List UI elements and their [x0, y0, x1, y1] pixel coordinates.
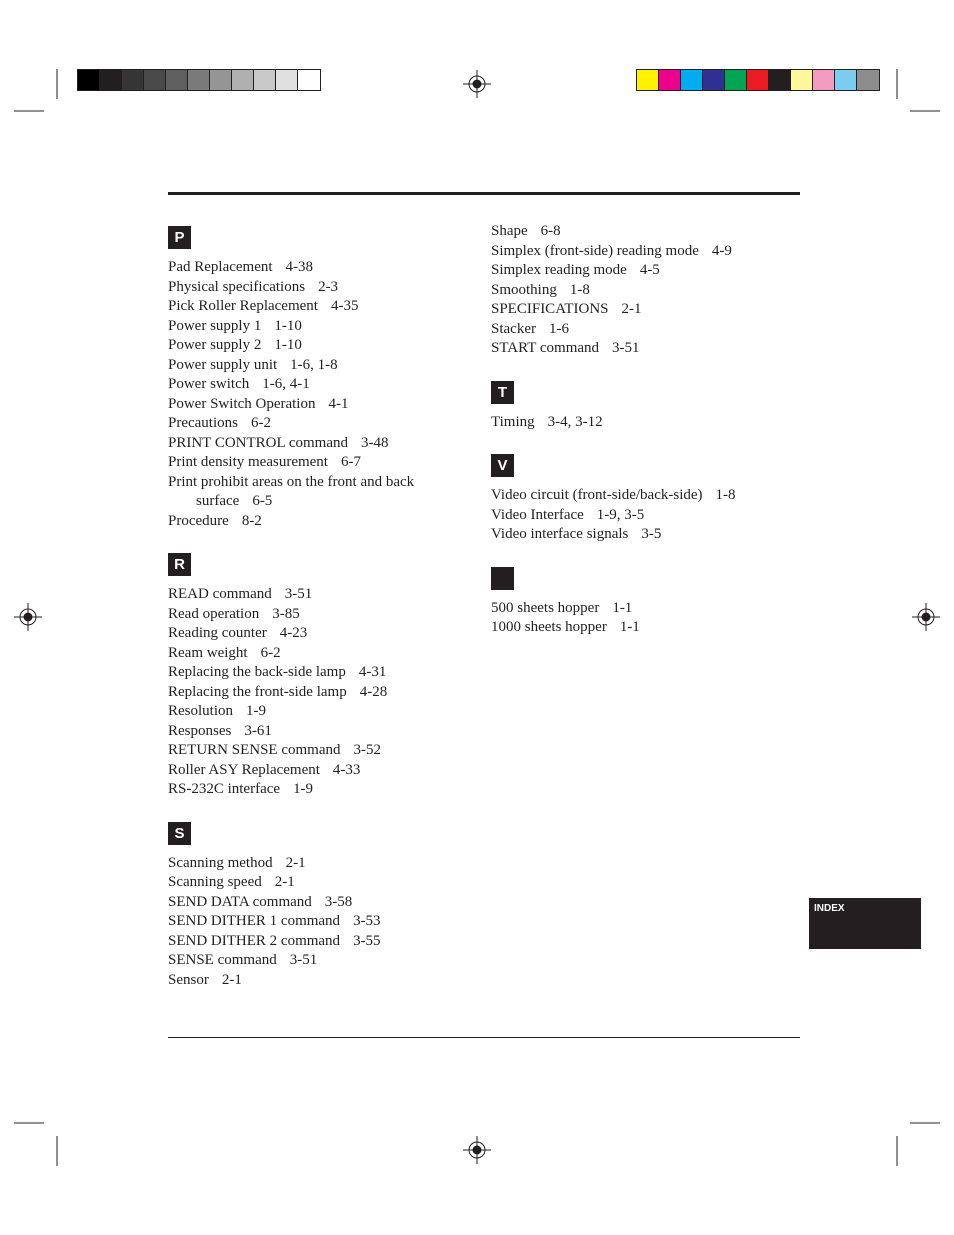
color-swatch	[835, 70, 857, 90]
index-entry	[168, 663, 458, 683]
index-entry	[168, 297, 458, 317]
color-swatch	[144, 70, 166, 90]
section-letter-badge: V	[491, 454, 514, 477]
index-term: 500 sheets hopper	[491, 599, 600, 616]
index-term: Power supply 1	[168, 317, 262, 334]
index-page-ref: 3-52	[353, 742, 381, 758]
index-entry	[168, 702, 458, 722]
index-page-ref: 1-1	[612, 599, 633, 616]
index-term: Physical specifications	[168, 278, 306, 295]
index-term: Precautions	[168, 415, 238, 431]
index-page-ref: 1-8	[715, 487, 736, 503]
index-page-ref: 1-1	[619, 619, 640, 635]
index-page-ref: 4-31	[358, 664, 387, 680]
index-page-ref: 3-5	[641, 526, 662, 542]
index-term: Roller ASY Replacement	[168, 761, 320, 778]
index-entry	[168, 395, 458, 415]
index-side-tab	[809, 898, 921, 949]
index-term: RS-232C interface	[168, 781, 281, 797]
index-term: Video Interface	[491, 506, 584, 523]
index-page-ref: 4-23	[279, 625, 308, 641]
index-page-ref: 6-5	[252, 493, 273, 509]
index-entry	[168, 854, 458, 874]
index-entry	[491, 506, 781, 526]
index-tab-label: INDEX	[814, 903, 845, 914]
index-entry	[168, 453, 458, 473]
index-entry	[491, 618, 781, 638]
index-term: Pick Roller Replacement	[168, 298, 318, 314]
color-swatch	[298, 70, 320, 90]
index-term: Responses	[168, 722, 232, 739]
index-term: START command	[491, 340, 600, 356]
index-term: Sensor	[168, 971, 209, 988]
index-term: Read operation	[168, 605, 260, 622]
index-page-ref: 3-58	[324, 893, 353, 910]
index-entry	[168, 624, 458, 644]
section-letter-badge: S	[168, 822, 191, 845]
color-swatch	[725, 70, 747, 90]
index-page-ref: 1-6, 4-1	[262, 376, 310, 392]
color-swatch	[659, 70, 681, 90]
color-swatch	[813, 70, 835, 90]
registration-mark-icon	[14, 603, 42, 631]
index-page-ref: 8-2	[241, 512, 262, 529]
index-entry	[168, 258, 458, 278]
index-term: Ream weight	[168, 644, 248, 661]
index-term: Simplex reading mode	[491, 262, 627, 278]
index-entry	[168, 336, 458, 356]
index-page-ref: 1-10	[274, 337, 302, 353]
registration-mark-icon	[463, 1136, 491, 1164]
index-entry	[168, 356, 458, 376]
color-swatch	[232, 70, 254, 90]
index-page-ref: 3-48	[361, 434, 389, 451]
index-term: Power Switch Operation	[168, 395, 316, 412]
index-term: Scanning method	[168, 854, 273, 871]
index-term: Reading counter	[168, 625, 267, 641]
index-entry	[168, 893, 458, 913]
index-page-ref: 4-38	[285, 259, 314, 275]
index-term: Procedure	[168, 512, 229, 529]
index-entry	[491, 599, 781, 619]
index-page-ref: 1-6	[548, 320, 569, 337]
index-entry	[491, 413, 781, 433]
color-swatch	[703, 70, 725, 90]
index-page-ref: 1-9	[246, 703, 267, 719]
index-page-ref: 3-53	[353, 913, 381, 929]
index-entry	[168, 951, 458, 971]
index-term: Simplex (front-side) reading mode	[491, 242, 699, 259]
index-entry	[168, 512, 458, 532]
index-term: Smoothing	[491, 281, 557, 298]
index-page-ref: 1-8	[569, 281, 590, 298]
color-swatch	[637, 70, 659, 90]
index-entry	[168, 722, 458, 742]
registration-mark-icon	[463, 70, 491, 98]
index-section	[168, 226, 458, 531]
index-term: Pad Replacement	[168, 259, 273, 275]
color-swatch	[122, 70, 144, 90]
color-swatch	[188, 70, 210, 90]
index-page-ref: 1-9	[293, 781, 314, 797]
index-page-ref: 1-10	[274, 317, 302, 334]
index-entry	[491, 281, 781, 301]
index-page-ref: 6-2	[260, 644, 281, 661]
index-entry	[491, 339, 781, 359]
index-entry	[491, 300, 781, 320]
color-swatch	[276, 70, 298, 90]
index-page-ref: 4-28	[359, 683, 388, 700]
index-term: Scanning speed	[168, 874, 262, 890]
index-column-right	[491, 222, 781, 660]
section-letter-badge: P	[168, 226, 191, 249]
index-page-ref: 2-1	[274, 874, 295, 890]
index-page-ref: 6-8	[540, 223, 561, 239]
index-page-ref: 4-5	[639, 262, 660, 278]
index-entry	[168, 873, 458, 893]
index-page-ref: 4-35	[330, 298, 359, 314]
index-section	[168, 822, 458, 991]
index-page-ref: 1-9, 3-5	[596, 506, 645, 523]
index-page-ref: 1-6, 1-8	[290, 356, 338, 373]
index-term: READ command	[168, 586, 272, 602]
index-term: SEND DATA command	[168, 893, 312, 910]
index-page-ref: 6-2	[250, 415, 271, 431]
index-entry	[168, 780, 458, 800]
index-entry	[168, 932, 458, 952]
index-entry	[168, 761, 458, 781]
index-entry	[168, 683, 458, 703]
index-page-ref: 4-33	[332, 761, 361, 778]
index-section	[491, 454, 781, 545]
index-term: SEND DITHER 1 command	[168, 913, 341, 929]
index-page-ref: 2-1	[621, 301, 642, 317]
section-letter-badge: T	[491, 381, 514, 404]
color-swatch	[747, 70, 769, 90]
index-term: Replacing the front-side lamp	[168, 683, 347, 700]
index-term: Replacing the back-side lamp	[168, 664, 346, 680]
index-term: Shape	[491, 223, 528, 239]
color-swatch	[254, 70, 276, 90]
gray-calibration-strip	[77, 69, 321, 91]
index-entry	[168, 317, 458, 337]
index-page-ref: 3-55	[353, 932, 381, 949]
header-rule	[168, 192, 800, 195]
index-entry	[491, 525, 781, 545]
color-swatch	[100, 70, 122, 90]
index-section	[491, 381, 781, 433]
index-term: Resolution	[168, 703, 234, 719]
index-page-ref: 2-1	[285, 854, 306, 871]
index-entry	[491, 261, 781, 281]
index-term: Power supply unit	[168, 356, 278, 373]
index-page-ref: 3-51	[289, 952, 318, 968]
index-entry	[491, 222, 781, 242]
index-column-left	[168, 226, 458, 1012]
index-term: Timing	[491, 413, 535, 430]
color-swatch	[681, 70, 703, 90]
index-page-ref: 2-1	[221, 971, 242, 988]
index-page-ref: 6-7	[340, 454, 361, 470]
index-page-ref: 3-61	[244, 722, 272, 739]
index-entry	[168, 971, 458, 991]
index-entry	[168, 434, 458, 454]
index-page-ref: 3-51	[284, 586, 313, 602]
index-term: Power supply 2	[168, 337, 262, 353]
index-entry	[168, 741, 458, 761]
footer-rule	[168, 1037, 800, 1038]
index-term: Video interface signals	[491, 526, 629, 542]
color-swatch	[791, 70, 813, 90]
index-entry	[491, 320, 781, 340]
color-swatch	[166, 70, 188, 90]
index-term: Stacker	[491, 320, 536, 337]
index-term: 1000 sheets hopper	[491, 619, 607, 635]
index-entry	[168, 585, 458, 605]
index-term: Power switch	[168, 376, 250, 392]
index-entry	[491, 486, 781, 506]
index-entry	[168, 644, 458, 664]
index-entry	[168, 278, 458, 298]
index-term: Print prohibit areas on the front and back surface	[168, 473, 415, 509]
index-page-ref: 4-9	[711, 242, 732, 259]
index-term: PRINT CONTROL command	[168, 434, 348, 451]
index-term: RETURN SENSE command	[168, 742, 341, 758]
color-swatch	[78, 70, 100, 90]
index-page-ref: 3-51	[612, 340, 640, 356]
registration-mark-icon	[912, 603, 940, 631]
color-swatch	[857, 70, 879, 90]
index-page-ref: 3-85	[272, 605, 300, 622]
index-term: SEND DITHER 2 command	[168, 932, 341, 949]
index-entry	[168, 414, 458, 434]
index-entry	[168, 473, 458, 512]
color-calibration-strip	[636, 69, 880, 91]
color-swatch	[210, 70, 232, 90]
section-letter-badge	[491, 567, 514, 590]
index-section	[168, 553, 458, 800]
index-page-ref: 4-1	[328, 395, 349, 412]
index-page-ref: 3-4, 3-12	[547, 413, 603, 430]
index-term: SPECIFICATIONS	[491, 301, 609, 317]
index-page-ref: 2-3	[318, 278, 339, 295]
index-section	[491, 222, 781, 359]
color-swatch	[769, 70, 791, 90]
section-letter-badge: R	[168, 553, 191, 576]
index-entry	[491, 242, 781, 262]
index-section	[491, 567, 781, 638]
index-term: Print density measurement	[168, 454, 328, 470]
index-entry	[168, 605, 458, 625]
index-entry	[168, 912, 458, 932]
index-entry	[168, 375, 458, 395]
index-term: SENSE command	[168, 952, 277, 968]
index-term: Video circuit (front-side/back-side)	[491, 487, 703, 503]
